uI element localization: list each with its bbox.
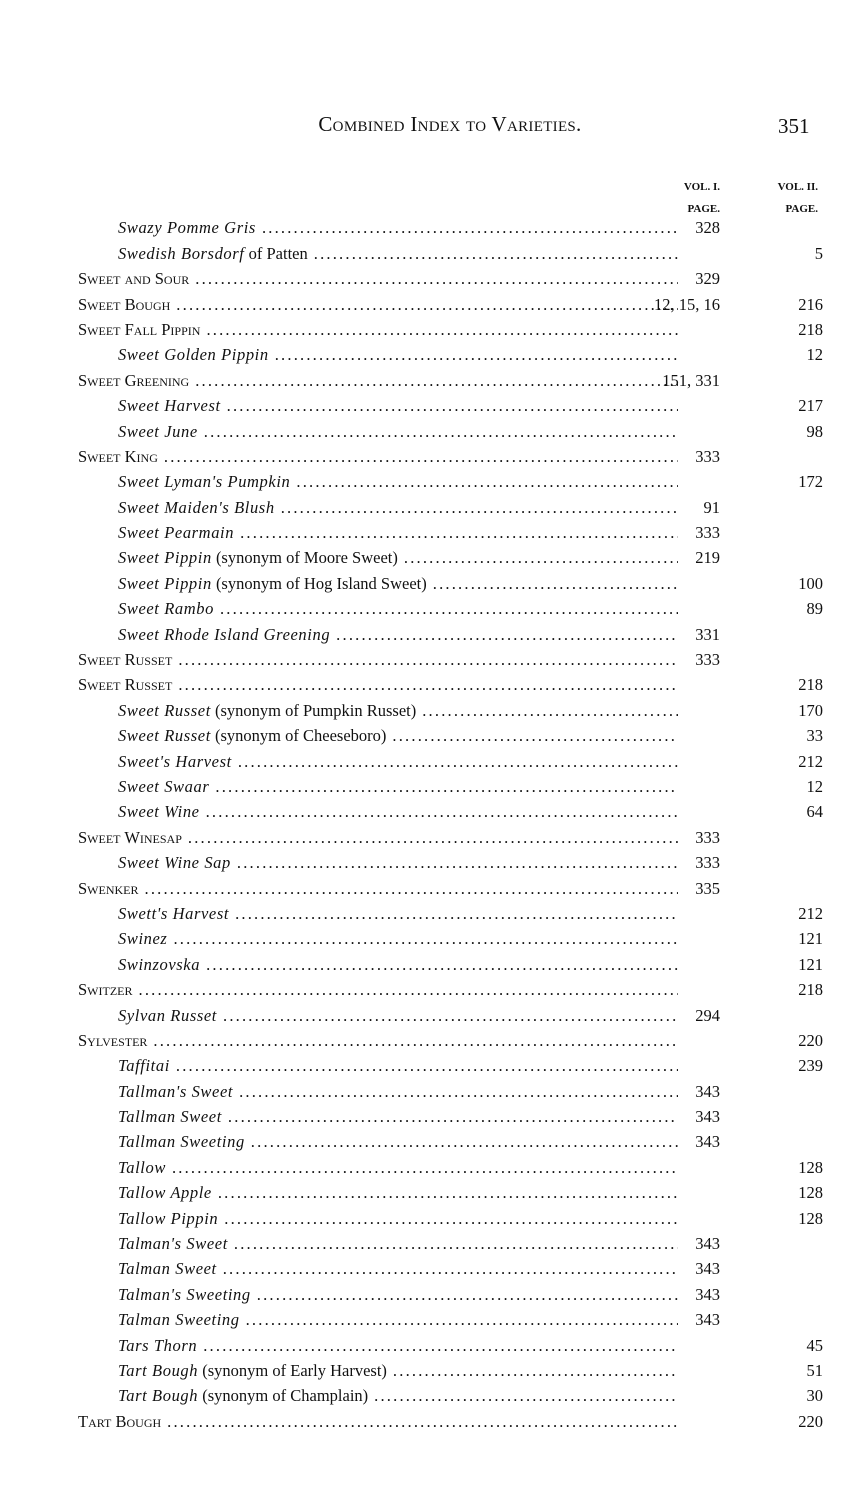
vol2-page: 217 xyxy=(798,396,823,416)
variety-name: Sweet Rhode Island Greening xyxy=(118,624,331,644)
variety-name: Swinez xyxy=(118,929,168,949)
index-entry xyxy=(78,467,823,492)
vol2-page: 212 xyxy=(798,751,823,771)
dot-leader xyxy=(404,548,678,568)
dot-leader xyxy=(228,1107,678,1127)
index-entry xyxy=(78,442,823,467)
entry-label xyxy=(78,472,678,492)
dot-leader xyxy=(314,244,678,264)
entry-label xyxy=(78,625,678,645)
index-entry xyxy=(78,873,823,898)
vol1-page: 294 xyxy=(695,1005,720,1025)
entry-label xyxy=(78,1107,678,1127)
vol2-page: 30 xyxy=(806,1386,823,1406)
entry-label xyxy=(78,345,678,365)
variety-name: Sweet Bough xyxy=(78,294,171,314)
dot-leader xyxy=(204,422,678,442)
index-entry xyxy=(78,238,823,263)
variety-note: of Patten xyxy=(244,243,308,263)
vol2-page: 5 xyxy=(814,243,823,263)
vol2-page: 100 xyxy=(798,573,823,593)
vol1-page: 151, 331 xyxy=(662,370,720,390)
dot-leader xyxy=(224,1209,678,1229)
index-entry xyxy=(78,289,823,314)
variety-name: Sweet's Harvest xyxy=(118,751,232,771)
variety-name: Sylvester xyxy=(78,1030,148,1050)
index-entry xyxy=(78,1127,823,1152)
variety-name: Tallow xyxy=(118,1157,166,1177)
variety-name: Sweet Fall Pippin xyxy=(78,319,201,339)
entry-label xyxy=(78,447,678,467)
variety-name: Tallman's Sweet xyxy=(118,1081,234,1101)
dot-leader xyxy=(251,1132,678,1152)
dot-leader xyxy=(246,1310,678,1330)
entry-label xyxy=(78,1259,678,1279)
vol2-page: 33 xyxy=(806,726,823,746)
dot-leader xyxy=(178,675,678,695)
index-entry xyxy=(78,1229,823,1254)
variety-name: Talman Sweeting xyxy=(118,1310,240,1330)
dot-leader xyxy=(281,498,678,518)
entry-label xyxy=(78,701,678,721)
index-entry xyxy=(78,213,823,238)
variety-name: Sweet Greening xyxy=(78,370,190,390)
entry-label xyxy=(78,218,678,238)
vol2-page: 128 xyxy=(798,1208,823,1228)
vol1-page: 333 xyxy=(695,446,720,466)
entry-label xyxy=(78,320,678,340)
variety-name: Sweet Wine xyxy=(118,802,200,822)
variety-name: Sweet Russet xyxy=(78,675,173,695)
index-entry xyxy=(78,1356,823,1381)
variety-name: Tart Bough xyxy=(118,1360,199,1380)
page-number: 351 xyxy=(778,114,810,138)
variety-name: Switzer xyxy=(78,980,133,1000)
variety-name: Swinzovska xyxy=(118,954,201,974)
entry-label xyxy=(78,650,678,670)
variety-name: Sweet Winesap xyxy=(78,827,182,847)
vol2-page: 89 xyxy=(806,599,823,619)
entry-label xyxy=(78,498,678,518)
entry-label xyxy=(78,955,678,975)
dot-leader xyxy=(195,269,678,289)
index-entry xyxy=(78,619,823,644)
variety-name: Tallow Pippin xyxy=(118,1208,219,1228)
variety-name: Tallman Sweet xyxy=(118,1107,222,1127)
variety-note: (synonym of Cheeseboro) xyxy=(210,726,387,746)
entry-label xyxy=(78,853,678,873)
vol2-page: 98 xyxy=(806,421,823,441)
dot-leader xyxy=(139,980,679,1000)
index-entry xyxy=(78,822,823,847)
dot-leader xyxy=(237,853,678,873)
vol2-page: 12 xyxy=(806,776,823,796)
entry-label xyxy=(78,1031,678,1051)
dot-leader xyxy=(188,828,678,848)
vol1-page: 343 xyxy=(695,1259,720,1279)
index-entry xyxy=(78,1279,823,1304)
vol2-page: 45 xyxy=(806,1335,823,1355)
vol1-page: 343 xyxy=(695,1310,720,1330)
variety-name: Swazy Pomme Gris xyxy=(118,218,256,238)
vol1-page: 343 xyxy=(695,1081,720,1101)
variety-name: Sweet Lyman's Pumpkin xyxy=(118,472,291,492)
dot-leader xyxy=(203,1336,678,1356)
index-entry xyxy=(78,1026,823,1051)
variety-name: Sweet Pearmain xyxy=(118,523,235,543)
entry-label xyxy=(78,1183,678,1203)
index-entry xyxy=(78,518,823,543)
dot-leader xyxy=(206,802,678,822)
entry-label xyxy=(78,1234,678,1254)
index-entry xyxy=(78,1203,823,1228)
index-entry xyxy=(78,1406,823,1431)
index-entry xyxy=(78,949,823,974)
entry-label xyxy=(78,1336,678,1356)
dot-leader xyxy=(167,1412,678,1432)
vol2-page: 239 xyxy=(798,1056,823,1076)
vol2-page: 212 xyxy=(798,903,823,923)
index-entry xyxy=(78,1330,823,1355)
entry-label xyxy=(78,548,678,568)
entry-label xyxy=(78,1082,678,1102)
entry-label xyxy=(78,269,678,289)
variety-name: Sweet Pippin xyxy=(118,548,212,568)
entry-label xyxy=(78,574,678,594)
vol1-page: 343 xyxy=(695,1284,720,1304)
entry-label xyxy=(78,599,678,619)
vol1-page: 333 xyxy=(695,523,720,543)
variety-note: (synonym of Early Harvest) xyxy=(198,1360,387,1380)
index-entry xyxy=(78,746,823,771)
index-entry xyxy=(78,772,823,797)
index-list xyxy=(78,213,823,1432)
vol2-page: 218 xyxy=(798,675,823,695)
entry-label xyxy=(78,1132,678,1152)
entry-label xyxy=(78,675,678,695)
index-entry xyxy=(78,492,823,517)
variety-name: Tallman Sweeting xyxy=(118,1132,245,1152)
vol2-page: 216 xyxy=(798,294,823,314)
vol1-column-header: VOL. I. PAGE. xyxy=(683,181,720,215)
vol2-page: 51 xyxy=(806,1360,823,1380)
dot-leader xyxy=(374,1386,678,1406)
variety-name: Sweet Golden Pippin xyxy=(118,345,269,365)
vol2-page: 172 xyxy=(798,472,823,492)
entry-label xyxy=(78,980,678,1000)
index-entry xyxy=(78,848,823,873)
variety-name: Sweet Maiden's Blush xyxy=(118,497,275,517)
index-entry xyxy=(78,1178,823,1203)
dot-leader xyxy=(296,472,678,492)
variety-name: Swenker xyxy=(78,878,139,898)
index-entry xyxy=(78,1381,823,1406)
vol1-page: 328 xyxy=(695,218,720,238)
index-entry xyxy=(78,721,823,746)
vol2-page: 218 xyxy=(798,980,823,1000)
index-entry xyxy=(78,1254,823,1279)
entry-label xyxy=(78,523,678,543)
dot-leader xyxy=(172,1158,678,1178)
page-title: Combined Index to Varieties. xyxy=(318,112,582,136)
index-entry xyxy=(78,315,823,340)
vol2-page: 12 xyxy=(806,345,823,365)
index-entry xyxy=(78,1152,823,1177)
index-entry xyxy=(78,1076,823,1101)
entry-label xyxy=(78,777,678,797)
variety-note: (synonym of Pumpkin Russet) xyxy=(210,700,417,720)
vol2-page: 170 xyxy=(798,700,823,720)
entry-label xyxy=(78,371,678,391)
variety-name: Tart Bough xyxy=(78,1411,162,1431)
dot-leader xyxy=(206,955,678,975)
vol1-page: 329 xyxy=(695,269,720,289)
dot-leader xyxy=(223,1259,678,1279)
entry-label xyxy=(78,1056,678,1076)
index-entry xyxy=(78,340,823,365)
index-entry xyxy=(78,797,823,822)
dot-leader xyxy=(153,1031,678,1051)
vol2-column-header: VOL. II. PAGE. xyxy=(777,181,818,215)
dot-leader xyxy=(206,320,678,340)
dot-leader xyxy=(176,1056,678,1076)
entry-label xyxy=(78,295,678,315)
index-entry xyxy=(78,365,823,390)
variety-name: Sweet June xyxy=(118,421,198,441)
variety-name: Sylvan Russet xyxy=(118,1005,217,1025)
variety-name: Sweet King xyxy=(78,446,158,466)
vol2-page: 218 xyxy=(798,319,823,339)
variety-note: (synonym of Hog Island Sweet) xyxy=(211,573,427,593)
dot-leader xyxy=(392,726,678,746)
entry-label xyxy=(78,244,678,264)
variety-name: Taffitai xyxy=(118,1056,170,1076)
dot-leader xyxy=(215,777,678,797)
variety-name: Sweet Russet xyxy=(78,650,173,670)
variety-name: Talman's Sweeting xyxy=(118,1284,251,1304)
index-entry xyxy=(78,670,823,695)
entry-label xyxy=(78,1209,678,1229)
index-entry xyxy=(78,1000,823,1025)
entry-label xyxy=(78,828,678,848)
entry-label xyxy=(78,904,678,924)
vol1-page: 343 xyxy=(695,1132,720,1152)
dot-leader xyxy=(234,1234,678,1254)
dot-leader xyxy=(239,1082,678,1102)
variety-name: Sweet Rambo xyxy=(118,599,214,619)
dot-leader xyxy=(422,701,678,721)
dot-leader xyxy=(238,752,678,772)
variety-name: Sweet Pippin xyxy=(118,573,212,593)
index-entry xyxy=(78,1102,823,1127)
vol1-page: 333 xyxy=(695,853,720,873)
dot-leader xyxy=(223,1006,678,1026)
variety-name: Tallow Apple xyxy=(118,1183,212,1203)
variety-name: Tart Bough xyxy=(118,1386,199,1406)
dot-leader xyxy=(164,447,678,467)
variety-name: Talman Sweet xyxy=(118,1259,217,1279)
vol2-page: 220 xyxy=(798,1411,823,1431)
dot-leader xyxy=(145,879,679,899)
dot-leader xyxy=(262,218,678,238)
entry-label xyxy=(78,879,678,899)
vol1-page: 219 xyxy=(695,548,720,568)
entry-label xyxy=(78,929,678,949)
dot-leader xyxy=(240,523,678,543)
vol1-page: 343 xyxy=(695,1107,720,1127)
entry-label xyxy=(78,1285,678,1305)
index-entry xyxy=(78,568,823,593)
entry-label xyxy=(78,396,678,416)
index-entry xyxy=(78,391,823,416)
index-entry xyxy=(78,1051,823,1076)
dot-leader xyxy=(178,650,678,670)
index-entry xyxy=(78,645,823,670)
entry-label xyxy=(78,422,678,442)
vol1-page: 343 xyxy=(695,1234,720,1254)
variety-name: Sweet Russet xyxy=(118,726,211,746)
dot-leader xyxy=(257,1285,678,1305)
variety-name: Swedish Borsdorf xyxy=(118,243,245,263)
index-entry xyxy=(78,695,823,720)
vol2-page: 128 xyxy=(798,1183,823,1203)
index-entry xyxy=(78,594,823,619)
vol2-page: 128 xyxy=(798,1157,823,1177)
index-entry xyxy=(78,1305,823,1330)
dot-leader xyxy=(275,345,678,365)
index-entry xyxy=(78,924,823,949)
vol2-page: 220 xyxy=(798,1030,823,1050)
entry-label xyxy=(78,1412,678,1432)
dot-leader xyxy=(433,574,678,594)
entry-label xyxy=(78,802,678,822)
vol1-page: 91 xyxy=(703,497,720,517)
dot-leader xyxy=(218,1183,678,1203)
dot-leader xyxy=(227,396,678,416)
variety-name: Tars Thorn xyxy=(118,1335,198,1355)
vol1-page: 12, 15, 16 xyxy=(654,294,720,314)
vol1-page: 333 xyxy=(695,650,720,670)
dot-leader xyxy=(173,929,678,949)
vol1-page: 333 xyxy=(695,827,720,847)
entry-label xyxy=(78,1361,678,1381)
vol1-page: 335 xyxy=(695,878,720,898)
entry-label xyxy=(78,1006,678,1026)
variety-name: Sweet Swaar xyxy=(118,776,210,796)
variety-name: Sweet Harvest xyxy=(118,396,221,416)
dot-leader xyxy=(235,904,678,924)
variety-name: Swett's Harvest xyxy=(118,903,230,923)
variety-note: (synonym of Moore Sweet) xyxy=(211,548,398,568)
dot-leader xyxy=(393,1361,678,1381)
index-entry xyxy=(78,543,823,568)
index-entry xyxy=(78,416,823,441)
dot-leader xyxy=(336,625,678,645)
dot-leader xyxy=(220,599,678,619)
index-entry xyxy=(78,264,823,289)
index-entry xyxy=(78,899,823,924)
entry-label xyxy=(78,1158,678,1178)
variety-name: Talman's Sweet xyxy=(118,1234,228,1254)
index-entry xyxy=(78,975,823,1000)
vol2-page: 64 xyxy=(806,802,823,822)
vol2-page: 121 xyxy=(798,954,823,974)
variety-name: Sweet Russet xyxy=(118,700,211,720)
variety-note: (synonym of Champlain) xyxy=(198,1386,369,1406)
entry-label xyxy=(78,1310,678,1330)
entry-label xyxy=(78,1386,678,1406)
vol1-page: 331 xyxy=(695,624,720,644)
entry-label xyxy=(78,752,678,772)
variety-name: Sweet Wine Sap xyxy=(118,853,231,873)
vol2-page: 121 xyxy=(798,929,823,949)
entry-label xyxy=(78,726,678,746)
variety-name: Sweet and Sour xyxy=(78,269,190,289)
